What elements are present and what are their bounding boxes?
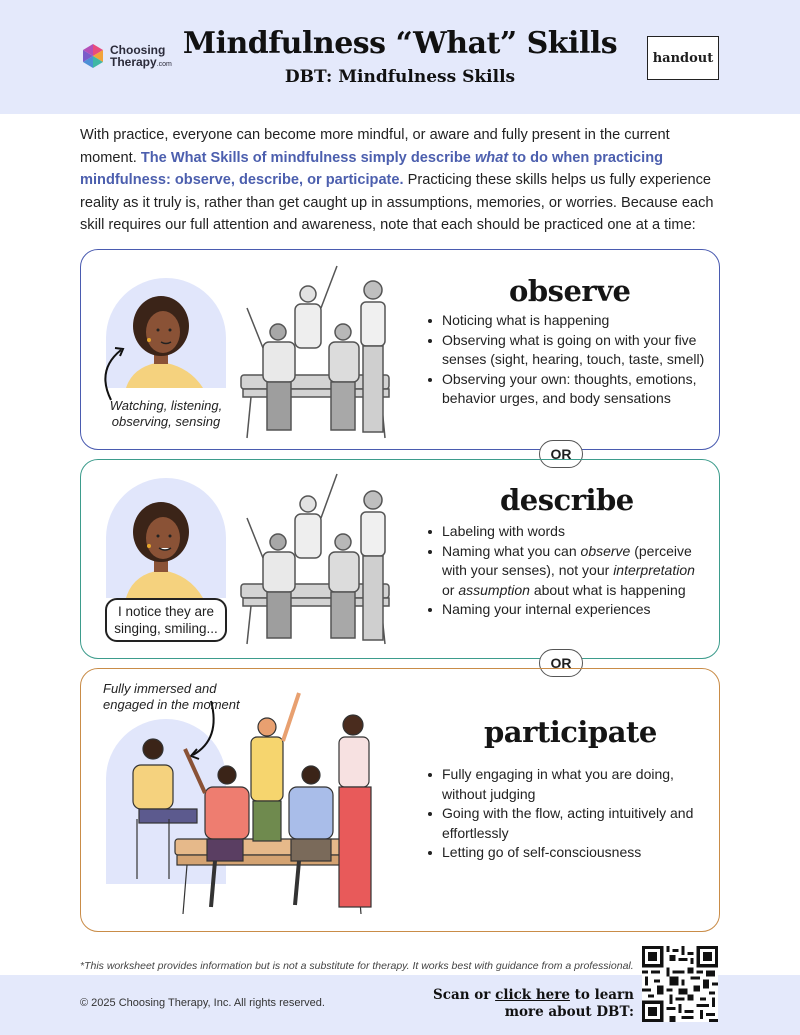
observe-item: Observing what is going on with your five senses (sight, hearing, touch, taste, smell) — [426, 331, 711, 370]
describe-item2-b: (perceive with your senses), not your — [442, 542, 692, 578]
describe-item2-d: about what is happening — [529, 581, 686, 598]
observe-title: observe — [509, 274, 631, 308]
participate-list — [426, 765, 711, 863]
participate-item: Fully engaging in what you are doing, without judging — [426, 765, 711, 804]
describe-item2-em2: interpretation — [613, 562, 695, 578]
page-title: Mindfulness “What” Skills — [182, 26, 618, 61]
participate-item: Letting go of self-consciousness — [426, 843, 711, 863]
header — [0, 0, 800, 114]
describe-title: describe — [500, 483, 634, 517]
qr-code-icon[interactable] — [642, 946, 718, 1022]
disclaimer: *This worksheet provides information but is not a substitute for therapy. It works best with guidance from a professional. — [80, 960, 634, 972]
describe-item2-em3: assumption — [458, 581, 530, 598]
intro-hl2: to do when practicing mindfulness: observe, describe, or participate. — [80, 149, 664, 188]
observe-card — [80, 249, 720, 450]
describe-item2-em1: observe — [580, 542, 631, 559]
scan-prefix: Scan or — [433, 987, 496, 1003]
click-here-link[interactable]: click here — [495, 987, 570, 1003]
intro-hl-em: what — [474, 149, 509, 166]
intro-part2: Practicing these skills helps us fully experience reality as it truly is, rather than get caught up in assumptions, memories, or worries. Because each skill requires our full attention and awareness, note that each should be practiced one at a time: — [80, 172, 714, 233]
describe-item: Naming your internal experiences — [426, 600, 711, 620]
participate-title: participate — [484, 715, 657, 749]
scan-suffix: to learn more about DBT: — [504, 987, 634, 1020]
describe-card — [80, 459, 720, 659]
logo-line1: Choosing — [110, 43, 166, 57]
scan-text — [410, 987, 634, 1021]
logo-suffix: .com — [156, 61, 172, 68]
participate-item: Going with the flow, acting intuitively and effortlessly — [426, 804, 711, 843]
participate-card — [80, 668, 720, 932]
describe-item: Labeling with words — [426, 522, 711, 542]
observe-item: Observing your own: thoughts, emotions, behavior urges, and body sensations — [426, 370, 711, 409]
describe-item2-c: or — [442, 581, 459, 598]
intro-paragraph — [80, 124, 730, 237]
copyright: © 2025 Choosing Therapy, Inc. All rights reserved. — [80, 997, 325, 1009]
woman-portrait-icon — [106, 278, 226, 388]
observe-item: Noticing what is happening — [426, 311, 711, 331]
observe-caption: Watching, listening, observing, sensing — [109, 398, 223, 429]
audience-illustration-icon — [241, 266, 389, 438]
or-separator: OR — [539, 440, 583, 468]
or-separator: OR — [539, 649, 583, 677]
speech-bubble: I notice they are singing, smiling... — [105, 598, 227, 642]
page-subtitle: DBT: Mindfulness Skills — [284, 67, 516, 87]
woman-portrait-icon — [106, 478, 226, 598]
intro-part1: With practice, everyone can become more mindful, or aware and fully present in the current moment. — [80, 127, 670, 166]
describe-item — [426, 542, 711, 601]
audience-illustration-icon — [241, 474, 389, 644]
participate-caption: Fully immersed and engaged in the moment — [103, 681, 240, 712]
describe-list — [426, 522, 711, 620]
logo-line2: Therapy — [110, 55, 157, 69]
describe-item2-a: Naming what you can — [442, 542, 581, 559]
handout-badge: handout — [647, 36, 719, 80]
intro-hl1: The What Skills of mindfulness simply describe — [140, 149, 475, 166]
observe-list — [426, 311, 711, 409]
